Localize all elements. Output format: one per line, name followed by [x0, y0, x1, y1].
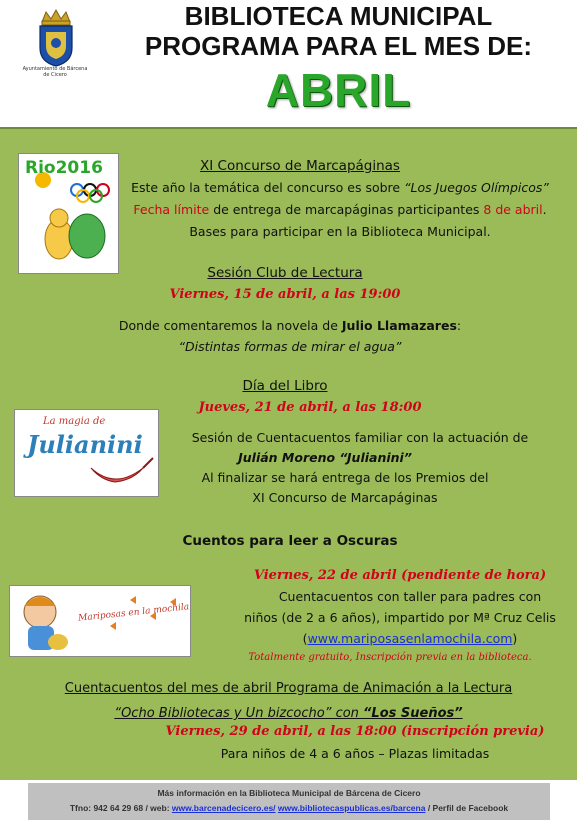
paren-close: ) — [512, 631, 518, 646]
month-title: ABRIL — [265, 64, 412, 116]
dia-libro-line1: Sesión de Cuentacuentos familiar con la actuación de — [191, 430, 529, 445]
dia-libro-title: Día del Libro — [242, 378, 328, 394]
oscuras-date: Viernes, 22 de abril (pendiente de hora) — [253, 568, 547, 583]
deadline-period: . — [542, 202, 547, 217]
page-title-line2: PROGRAMA PARA EL MES DE: — [144, 31, 533, 61]
deadline-date: 8 de abril — [483, 202, 543, 217]
footer-facebook: / Perfil de Facebook — [425, 803, 509, 813]
oscuras-line3 — [250, 631, 570, 646]
dia-libro-line3: Al finalizar se hará entrega de los Premios del — [201, 470, 489, 485]
club-colon: : — [456, 318, 462, 333]
club-book: “Distintas formas de mirar el agua” — [178, 339, 402, 354]
cuentacuentos-line1: Para niños de 4 a 6 años – Plazas limitadas — [220, 746, 490, 761]
concurso-line1 — [120, 180, 560, 195]
dia-libro-performer: Julián Moreno “Julianini” — [238, 450, 412, 465]
concurso-title: XI Concurso de Marcapáginas — [200, 158, 400, 174]
club-title: Sesión Club de Lectura — [207, 265, 363, 281]
concurso-line3: Bases para participar en la Biblioteca Municipal. — [189, 224, 491, 239]
cuentacuentos-group: “Los Sueños” — [363, 706, 463, 721]
dia-libro-line4: XI Concurso de Marcapáginas — [252, 490, 438, 505]
cuentacuentos-title1: Cuentacuentos del mes de abril Programa de Animación a la Lectura — [64, 681, 513, 696]
paren-open: ( — [302, 631, 308, 646]
club-text: Donde comentaremos la novela de — [118, 318, 342, 333]
julianini-image — [14, 409, 159, 497]
footer — [28, 783, 550, 820]
page-title-line1: BIBLIOTECA MUNICIPAL — [184, 1, 493, 31]
footer-contact — [28, 803, 550, 813]
mariposas-text: Mariposas en la mochila — [77, 602, 190, 624]
cuentacuentos-title2 — [20, 702, 557, 721]
concurso-line2 — [120, 202, 560, 217]
mariposas-link[interactable]: www.mariposasenlamochila.com — [307, 631, 513, 646]
oscuras-line1: Cuentacuentos con taller para padres con — [278, 589, 542, 604]
dia-libro-date: Jueves, 21 de abril, a las 18:00 — [198, 400, 422, 415]
club-line1 — [60, 318, 520, 333]
footer-link-library[interactable]: www.bibliotecaspublicas.es/barcena — [277, 803, 426, 813]
magic-lamp-icon — [85, 446, 155, 492]
footer-phone: Tfno: 942 64 29 68 / web: — [69, 803, 172, 813]
rio2016-text: Rio2016 — [25, 158, 103, 178]
concurso-text: Este año la temática del concurso es sobre — [131, 180, 405, 195]
oscuras-title: Cuentos para leer a Oscuras — [182, 533, 398, 549]
cuentacuentos-program: “Ocho Bibliotecas y Un bizcocho” con — [114, 706, 364, 721]
footer-info: Más información en la Biblioteca Municipal de Bárcena de Cicero — [157, 788, 421, 798]
deadline-label: Fecha límite — [133, 202, 210, 217]
oscuras-line2: niños (de 2 a 6 años), impartido por Mª Cruz Celis — [244, 610, 556, 625]
deadline-text: de entrega de marcapáginas participantes — [209, 202, 484, 217]
club-date: Viernes, 15 de abril, a las 19:00 — [169, 287, 401, 302]
oscuras-note: Totalmente gratuito, Inscripción previa en la biblioteca. — [248, 652, 532, 663]
rio2016-image — [18, 153, 119, 274]
julianini-small-text: La magia de — [43, 416, 106, 427]
concurso-theme: “Los Juegos Olímpicos” — [404, 180, 549, 195]
logo-caption: Ayuntamiento de Bárcena de Cicero — [22, 66, 88, 78]
cuentacuentos-date: Viernes, 29 de abril, a las 18:00 (inscripción previa) — [165, 724, 545, 739]
mariposas-image — [9, 585, 191, 657]
julianini-big-text: Julianini — [27, 430, 143, 459]
club-author: Julio Llamazares — [341, 318, 457, 333]
footer-link-web[interactable]: www.barcenadecicero.es/ — [171, 803, 276, 813]
